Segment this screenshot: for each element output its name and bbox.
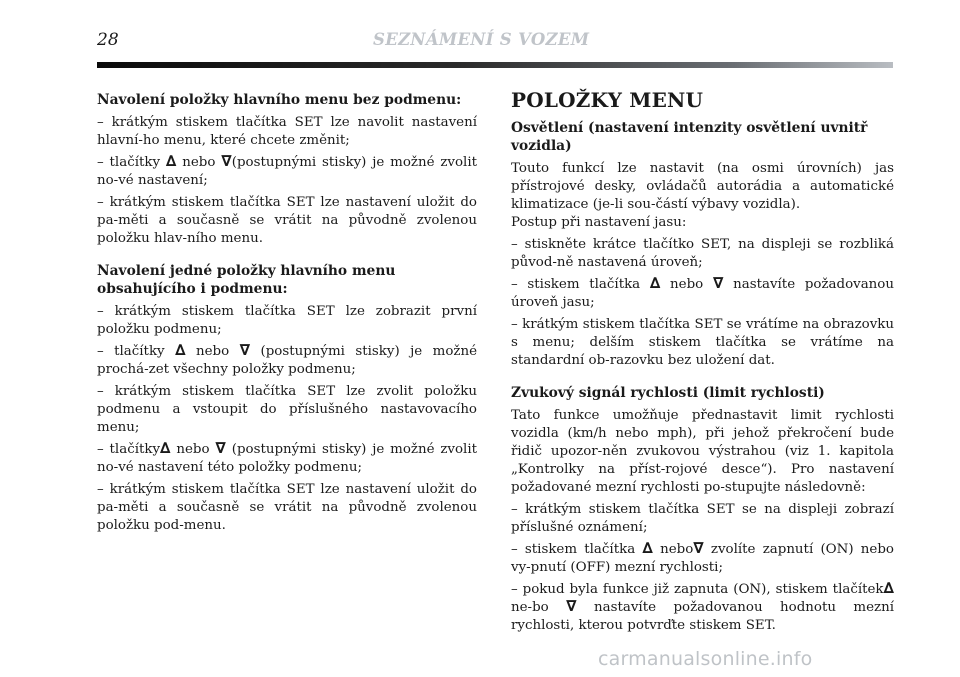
up-triangle-icon: ∆ xyxy=(883,579,894,597)
down-triangle-icon: ∇ xyxy=(566,597,577,615)
page-number: 28 xyxy=(97,30,119,50)
text-fragment: nebo xyxy=(170,442,216,457)
left-paragraph-7 xyxy=(97,441,477,477)
right-paragraph-5: – krátkým stiskem tlačítka SET se vrátíme na obrazovku s menu; delším stiskem tlačítka se vrátíme na standardní ob-razovku bez uložení dat. xyxy=(511,317,894,368)
left-paragraph-1: – krátkým stiskem tlačítka SET lze navolit nastavení hlavní-ho menu, které chcete změnit; xyxy=(97,115,477,148)
down-triangle-icon: ∇ xyxy=(215,439,226,457)
main-heading: POLOŽKY MENU xyxy=(511,88,704,112)
right-paragraph-6: Tato funkce umožňuje přednastavit limit rychlosti vozidla (km/h nebo mph), při jehož překročení bude řidič upozor-něn zvukovou výstrahou (viz 1. kapitola „Kontrolky na příst-rojové desce“). Pro nastavení požadované mezní rychlosti po-stupujte následovně: xyxy=(511,408,894,495)
text-fragment: – tlačítky xyxy=(97,442,161,457)
left-paragraph-8: – krátkým stiskem tlačítka SET lze nastavení uložit do pa-měti a současně se vrátit na původně zvolenou položku pod-menu. xyxy=(97,482,477,533)
down-triangle-icon: ∇ xyxy=(239,341,251,359)
down-triangle-icon: ∇ xyxy=(693,539,704,557)
up-triangle-icon: ∆ xyxy=(165,152,177,170)
text-fragment: (postupnými stisky) je možné zvolit no-vé nastavení této položky podmenu; xyxy=(97,442,477,475)
up-triangle-icon: ∆ xyxy=(649,274,661,292)
right-paragraph-3: – stiskněte krátce tlačítko SET, na displeji se rozbliká původ-ně nastavená úroveň; xyxy=(511,237,894,270)
left-heading-1: Navolení položky hlavního menu bez podmenu: xyxy=(97,92,462,108)
right-column xyxy=(511,85,894,639)
up-triangle-icon: ∆ xyxy=(175,341,186,359)
header-rule xyxy=(97,62,893,68)
right-paragraph-4 xyxy=(511,276,894,312)
down-triangle-icon: ∇ xyxy=(712,274,724,292)
text-fragment: zvolíte zapnutí (ON) nebo vy-pnutí (OFF) mezní rychlosti; xyxy=(511,542,894,575)
text-fragment: (postupnými stisky) je možné prochá-zet všechny položky podmenu; xyxy=(97,344,477,377)
right-paragraph-7: – krátkým stiskem tlačítka SET se na displeji zobrazí příslušné oznámení; xyxy=(511,502,894,535)
right-paragraph-8 xyxy=(511,541,894,577)
text-fragment: – stiskem tlačítka xyxy=(511,542,643,557)
left-paragraph-3: – krátkým stiskem tlačítka SET lze nastavení uložit do pa-měti a současně se vrátit na původně zvolenou položku hlav-ního menu. xyxy=(97,195,477,246)
text-fragment: nebo xyxy=(652,542,694,557)
right-paragraph-2: Postup při nastavení jasu: xyxy=(511,215,687,230)
left-paragraph-4: – krátkým stiskem tlačítka SET lze zobrazit první položku podmenu; xyxy=(97,304,477,337)
text-fragment: – tlačítky xyxy=(97,344,176,359)
watermark: carmanualsonline.info xyxy=(598,648,813,670)
text-fragment: – stiskem tlačítka xyxy=(511,277,650,292)
text-fragment: nebo xyxy=(185,344,240,359)
left-paragraph-5 xyxy=(97,343,477,379)
text-fragment: – tlačítky xyxy=(97,155,166,170)
section-title: SEZNÁMENÍ S VOZEM xyxy=(373,30,590,49)
left-column xyxy=(97,85,477,539)
right-heading-2: Zvukový signál rychlosti (limit rychlosti) xyxy=(511,385,825,401)
left-paragraph-2 xyxy=(97,154,477,190)
text-fragment: nastavíte požadovanou hodnotu mezní rychlosti, kterou potvrďte stiskem SET. xyxy=(511,600,894,633)
right-heading-1: Osvětlení (nastavení intenzity osvětlení uvnitř vozidla) xyxy=(511,120,868,154)
text-fragment: ne-bo xyxy=(511,600,567,615)
text-fragment: (postupnými stisky) je možné zvolit no-vé nastavení; xyxy=(97,155,477,188)
text-fragment: nastavíte požadovanou úroveň jasu; xyxy=(511,277,894,310)
text-fragment: nebo xyxy=(660,277,713,292)
right-paragraph-9 xyxy=(511,581,894,635)
up-triangle-icon: ∆ xyxy=(642,539,653,557)
down-triangle-icon: ∇ xyxy=(221,152,232,170)
right-paragraph-1: Touto funkcí lze nastavit (na osmi úrovních) jas přístrojové desky, ovládačů autorádia a automatické klimatizace (je-li sou-částí výbavy vozidla). xyxy=(511,161,894,212)
left-heading-2: Navolení jedné položky hlavního menu obsahujícího i podmenu: xyxy=(97,263,396,297)
text-fragment: – pokud byla funkce již zapnuta (ON), stiskem tlačítek xyxy=(511,582,884,597)
text-fragment: nebo xyxy=(176,155,222,170)
up-triangle-icon: ∆ xyxy=(160,439,171,457)
left-paragraph-6: – krátkým stiskem tlačítka SET lze zvolit položku podmenu a vstoupit do příslušného nastavovacího menu; xyxy=(97,384,477,435)
